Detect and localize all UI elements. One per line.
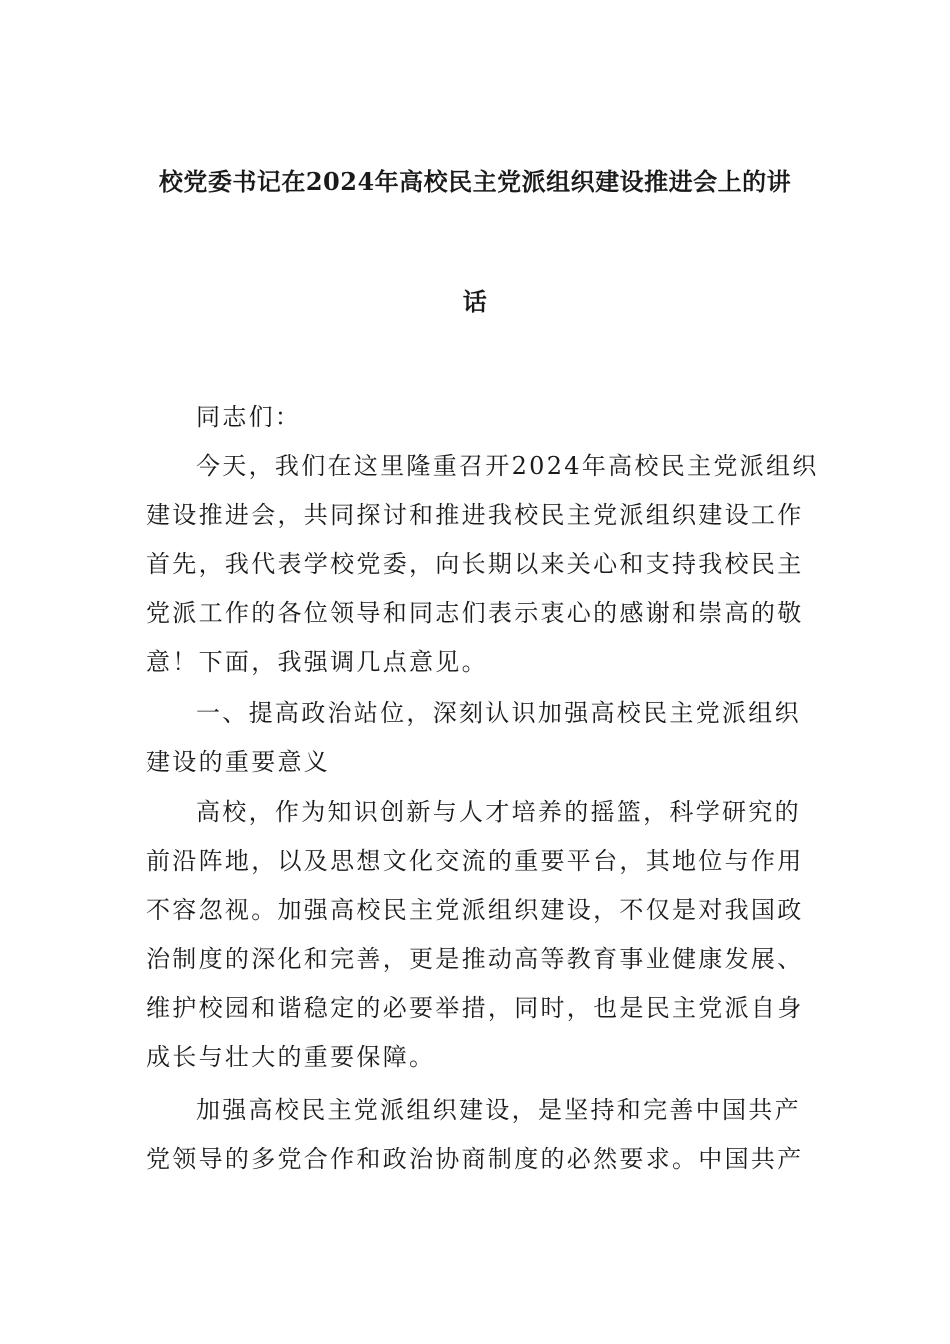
body-line: 意！下面，我强调几点意见。 — [146, 648, 488, 676]
salutation: 同志们： — [196, 403, 302, 431]
body-line: 维护校园和谐稳定的必要举措，同时，也是民主党派自身 — [146, 994, 804, 1022]
body-line: 高校，作为知识创新与人才培养的摇篮，科学研究的 — [196, 798, 801, 826]
document-title-line-1: 校党委书记在2024年高校民主党派组织建设推进会上的讲 — [158, 167, 792, 196]
body-line: 党派工作的各位领导和同志们表示衷心的感谢和崇高的敬 — [146, 599, 804, 627]
body-line: 加强高校民主党派组织建设，是坚持和完善中国共产 — [196, 1096, 801, 1124]
section-heading-line: 建设的重要意义 — [146, 748, 331, 776]
document-title-line-2: 话 — [462, 287, 488, 316]
body-line: 前沿阵地，以及思想文化交流的重要平台，其地位与作用 — [146, 847, 804, 875]
body-line: 建设推进会，共同探讨和推进我校民主党派组织建设工作 — [146, 501, 804, 529]
body-line: 治制度的深化和完善，更是推动高等教育事业健康发展、 — [146, 945, 804, 973]
body-line: 首先，我代表学校党委，向长期以来关心和支持我校民主 — [146, 550, 804, 578]
section-heading-line: 一、提高政治站位，深刻认识加强高校民主党派组织 — [196, 699, 801, 727]
body-line: 不容忽视。加强高校民主党派组织建设，不仅是对我国政 — [146, 896, 804, 924]
body-line: 党领导的多党合作和政治协商制度的必然要求。中国共产 — [146, 1145, 804, 1173]
body-line: 成长与壮大的重要保障。 — [146, 1043, 436, 1071]
body-line: 今天，我们在这里隆重召开2024年高校民主党派组织 — [196, 452, 819, 480]
